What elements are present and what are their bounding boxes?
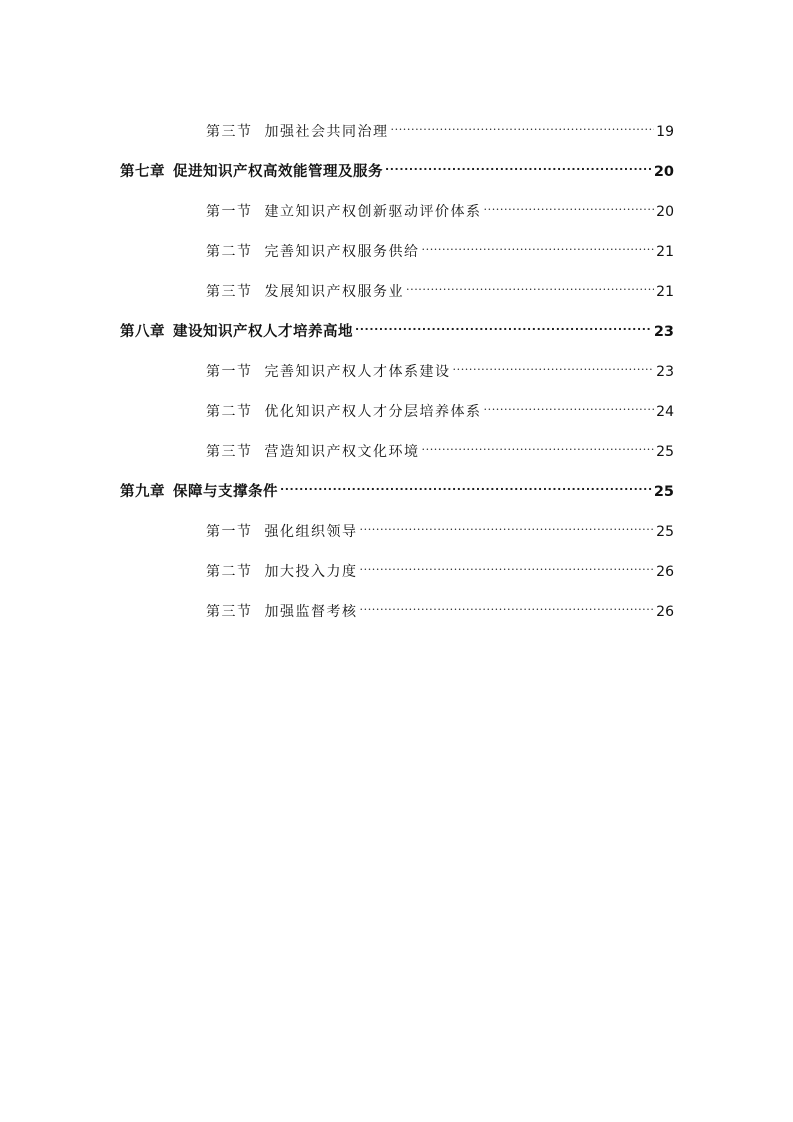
toc-section-title: 加大投入力度 <box>264 564 358 580</box>
toc-section-number: 第一节 <box>206 364 253 380</box>
toc-page-number: 25 <box>653 484 674 500</box>
dot-leader <box>484 194 655 216</box>
toc-page-number: 21 <box>656 284 674 300</box>
toc-section-number: 第三节 <box>206 124 253 140</box>
dot-leader <box>355 314 652 336</box>
toc-entry-section[interactable] <box>206 594 674 620</box>
toc-page-number: 23 <box>653 324 674 340</box>
toc-section-title: 强化组织领导 <box>264 524 358 540</box>
toc-entry-section[interactable] <box>206 354 674 380</box>
dot-leader <box>280 474 652 496</box>
dot-leader <box>422 234 655 256</box>
dot-leader <box>360 514 655 536</box>
dot-leader <box>406 274 654 296</box>
toc-section-title: 加强监督考核 <box>264 604 358 620</box>
dot-leader <box>422 434 655 456</box>
toc-section-title: 完善知识产权服务供给 <box>264 244 420 260</box>
toc-section-number: 第一节 <box>206 524 253 540</box>
toc-section-number: 第二节 <box>206 564 253 580</box>
dot-leader <box>360 554 655 576</box>
toc-section-number: 第三节 <box>206 284 253 300</box>
dot-leader <box>484 394 655 416</box>
toc-page-number: 23 <box>656 364 674 380</box>
toc-chapter-title: 促进知识产权高效能管理及服务 <box>173 164 383 180</box>
toc-chapter-number: 第八章 <box>120 324 165 340</box>
toc-section-title: 营造知识产权文化环境 <box>264 444 420 460</box>
toc-entry-section[interactable] <box>206 434 674 460</box>
dot-leader <box>385 154 652 176</box>
dot-leader <box>453 354 655 376</box>
dot-leader <box>391 114 655 136</box>
toc-section-title: 完善知识产权人才体系建设 <box>264 364 451 380</box>
toc-page-number: 25 <box>656 444 674 460</box>
toc-entry-section[interactable] <box>206 234 674 260</box>
toc-page-number: 21 <box>656 244 674 260</box>
toc-entry-chapter[interactable] <box>120 474 674 500</box>
toc-page-number: 19 <box>656 124 674 140</box>
toc-section-number: 第二节 <box>206 244 253 260</box>
toc-section-number: 第三节 <box>206 444 253 460</box>
toc-chapter-number: 第七章 <box>120 164 165 180</box>
toc-page-number: 20 <box>653 164 674 180</box>
toc-section-title: 加强社会共同治理 <box>264 124 389 140</box>
toc-chapter-number: 第九章 <box>120 484 165 500</box>
toc-section-number: 第三节 <box>206 604 253 620</box>
toc-chapter-title: 保障与支撑条件 <box>173 484 278 500</box>
toc-entry-chapter[interactable] <box>120 314 674 340</box>
toc-page-number: 24 <box>656 404 674 420</box>
toc-chapter-title: 建设知识产权人才培养高地 <box>173 324 353 340</box>
dot-leader <box>360 594 655 616</box>
toc-section-number: 第一节 <box>206 204 253 220</box>
toc-section-title: 优化知识产权人才分层培养体系 <box>264 404 482 420</box>
toc-page-number: 26 <box>656 564 674 580</box>
toc-entry-section[interactable] <box>206 394 674 420</box>
toc-entry-section[interactable] <box>206 554 674 580</box>
toc-section-title: 发展知识产权服务业 <box>264 284 404 300</box>
toc-page-number: 20 <box>656 204 674 220</box>
toc-page-number: 25 <box>656 524 674 540</box>
toc-section-number: 第二节 <box>206 404 253 420</box>
toc-entry-section[interactable] <box>206 274 674 300</box>
toc-entry-section[interactable] <box>206 514 674 540</box>
toc-entry-section[interactable] <box>206 194 674 220</box>
toc-entry-chapter[interactable] <box>120 154 674 180</box>
toc-entry-section[interactable] <box>206 114 674 140</box>
toc-page-number: 26 <box>656 604 674 620</box>
toc-section-title: 建立知识产权创新驱动评价体系 <box>264 204 482 220</box>
